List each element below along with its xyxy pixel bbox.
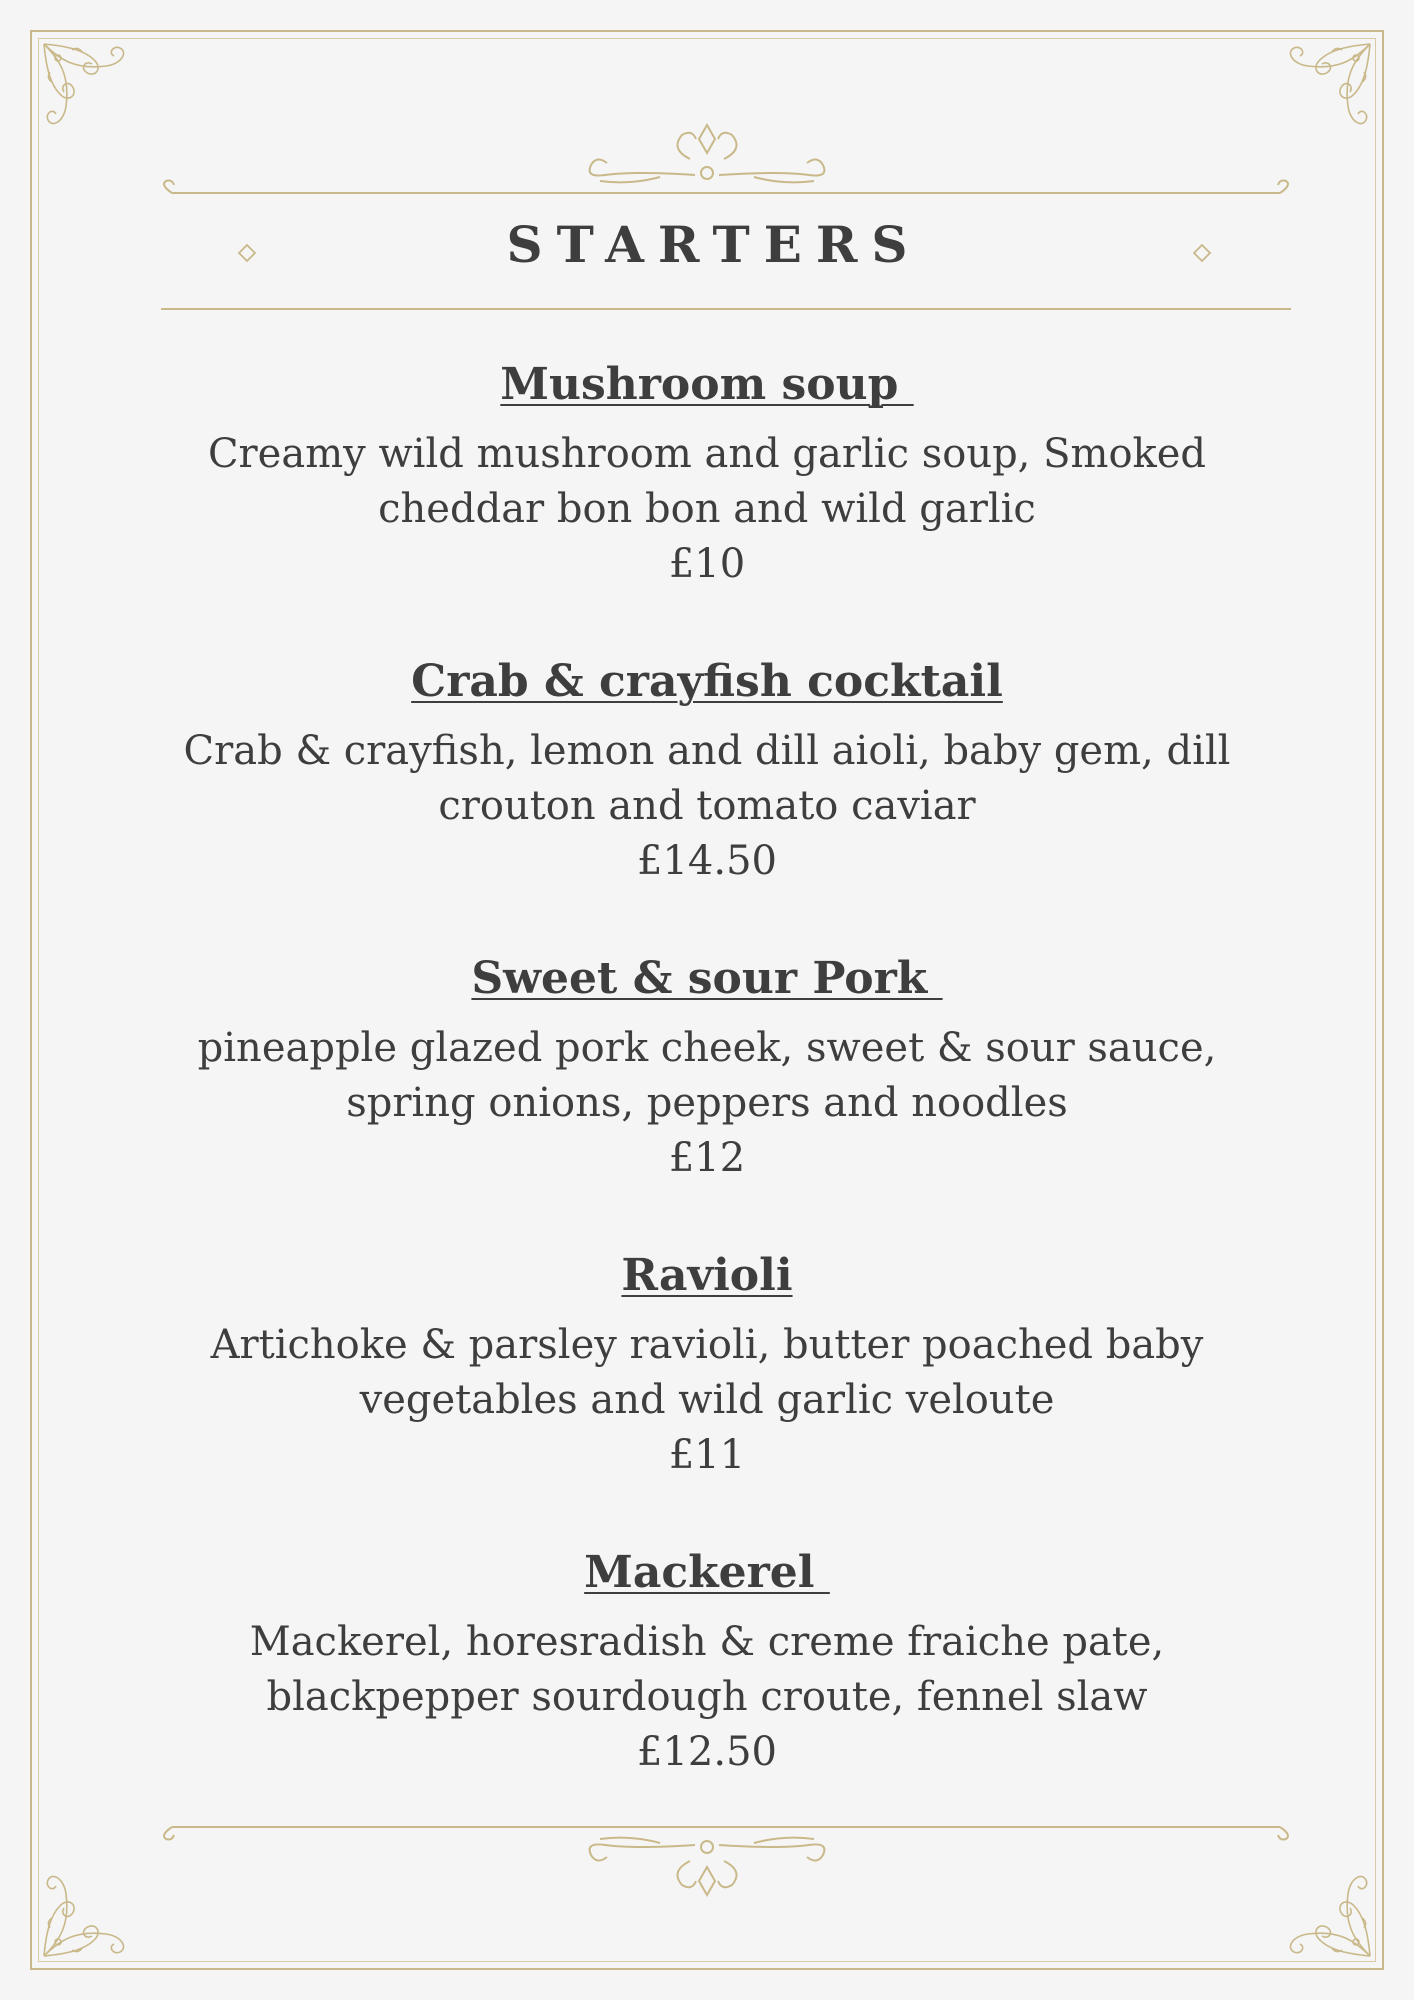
item-price: £14.50 <box>637 838 777 884</box>
title-divider <box>161 308 1291 310</box>
item-description: Creamy wild mushroom and garlic soup, Smoked cheddar bon bon and wild garlic <box>207 431 1207 532</box>
menu-items <box>140 355 1274 1840</box>
menu-item <box>140 652 1274 889</box>
diamond-icon <box>1191 242 1213 264</box>
item-name: Sweet & sour Pork <box>471 953 943 1004</box>
bottom-ornament-divider-icon <box>0 1815 1414 1905</box>
item-name: Crab & crayfish cocktail <box>411 656 1003 707</box>
menu-item <box>140 949 1274 1186</box>
item-description: pineapple glazed pork cheek, sweet & sour sauce, spring onions, peppers and noodles <box>197 1025 1217 1126</box>
item-description: Crab & crayfish, lemon and dill aioli, baby gem, dill crouton and tomato caviar <box>183 728 1231 829</box>
item-description: Artichoke & parsley ravioli, butter poached baby vegetables and wild garlic veloute <box>210 1322 1204 1423</box>
section-title: STARTERS <box>506 215 922 274</box>
menu-item <box>140 1246 1274 1483</box>
item-price: £10 <box>668 541 746 587</box>
menu-item <box>140 355 1274 592</box>
top-ornament-divider-icon <box>0 115 1414 205</box>
menu-item <box>140 1543 1274 1780</box>
item-name: Ravioli <box>621 1250 793 1301</box>
item-price: £11 <box>668 1432 746 1478</box>
item-name: Mackerel <box>584 1547 830 1598</box>
item-description: Mackerel, horesradish & creme fraiche pate, blackpepper sourdough croute, fennel slaw <box>249 1619 1165 1720</box>
item-price: £12.50 <box>637 1729 777 1775</box>
item-price: £12 <box>668 1135 746 1181</box>
item-name: Mushroom soup <box>500 359 914 410</box>
